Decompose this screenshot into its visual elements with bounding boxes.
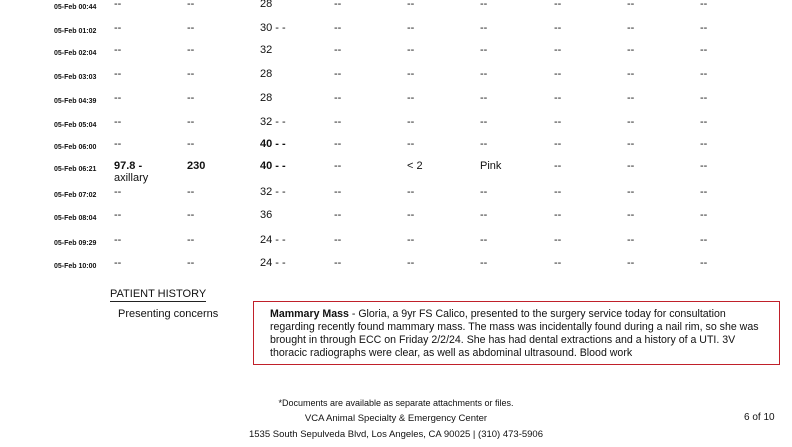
table-cell: 230 (187, 160, 206, 172)
table-row (0, 209, 792, 233)
table-cell: -- (554, 160, 562, 172)
table-cell: -- (187, 92, 195, 104)
table-cell: -- (480, 186, 488, 198)
table-cell: -- (334, 68, 342, 80)
table-cell: -- (114, 186, 122, 198)
table-cell: -- (407, 116, 415, 128)
table-cell: -- (334, 234, 342, 246)
table-cell: 32 - - (260, 186, 286, 198)
table-row (0, 138, 792, 162)
presenting-concerns-label: Presenting concerns (118, 308, 219, 320)
table-cell: 24 - - (260, 257, 286, 269)
table-cell: 32 (260, 44, 273, 56)
table-cell: < 2 (407, 160, 423, 172)
table-cell: -- (407, 234, 415, 246)
table-cell: -- (480, 209, 488, 221)
table-cell: -- (187, 0, 195, 10)
table-cell: -- (627, 209, 635, 221)
row-timestamp: 05-Feb 10:00 (54, 263, 97, 270)
table-cell: Pink (480, 160, 502, 172)
table-cell: -- (114, 138, 122, 150)
table-cell: -- (480, 138, 488, 150)
table-row (0, 257, 792, 281)
table-cell: -- (407, 44, 415, 56)
table-cell: -- (480, 0, 488, 10)
table-cell: -- (187, 186, 195, 198)
table-cell: -- (554, 0, 562, 10)
table-row (0, 0, 792, 22)
table-cell: -- (700, 160, 708, 172)
table-cell: 24 - - (260, 234, 286, 246)
concern-text: - Gloria, a 9yr FS Calico, presented to the surgery service today for consultation regarding recently found mammary mass. The mass was incidentally found during a nail rim, so she was brought in through ECC on Friday 2/2/24. She has had dental extractions and a history of a UTI. 3V thoracic radiographs were clear, as well as abdominal ultrasound. Blood work (270, 308, 759, 359)
table-cell: -- (114, 116, 122, 128)
row-timestamp: 05-Feb 06:21 (54, 166, 97, 173)
table-cell: 32 - - (260, 116, 286, 128)
table-row (0, 234, 792, 258)
table-cell: -- (114, 234, 122, 246)
table-cell: -- (480, 44, 488, 56)
table-cell: -- (114, 257, 122, 269)
table-cell: -- (187, 257, 195, 269)
table-cell: -- (407, 22, 415, 34)
table-row (0, 68, 792, 92)
table-cell: -- (114, 68, 122, 80)
row-timestamp: 05-Feb 01:02 (54, 28, 97, 35)
table-cell: -- (334, 138, 342, 150)
table-cell: -- (334, 116, 342, 128)
table-cell: -- (627, 116, 635, 128)
table-cell: -- (480, 22, 488, 34)
table-cell: -- (407, 92, 415, 104)
row-timestamp: 05-Feb 02:04 (54, 50, 97, 57)
table-cell: -- (187, 209, 195, 221)
table-cell: -- (700, 138, 708, 150)
table-row (0, 186, 792, 210)
presenting-concerns-box (253, 301, 780, 365)
table-cell: 40 - - (260, 138, 286, 150)
footer-note: *Documents are available as separate attachments or files. (278, 398, 514, 408)
table-cell: 28 (260, 68, 273, 80)
table-cell: -- (407, 0, 415, 10)
table-cell: 97.8 - (114, 160, 143, 172)
table-cell: -- (554, 138, 562, 150)
table-cell: -- (627, 22, 635, 34)
table-cell: 40 - - (260, 160, 286, 172)
table-cell: -- (700, 186, 708, 198)
table-cell: -- (334, 22, 342, 34)
table-cell: -- (334, 160, 342, 172)
table-cell: -- (187, 234, 195, 246)
table-cell: 36 (260, 209, 273, 221)
table-cell: -- (480, 257, 488, 269)
table-cell: -- (480, 116, 488, 128)
table-cell: -- (554, 44, 562, 56)
table-cell: -- (334, 186, 342, 198)
table-row (0, 44, 792, 68)
page-number: 6 of 10 (744, 412, 775, 423)
table-cell: -- (627, 186, 635, 198)
table-cell: -- (114, 0, 122, 10)
table-cell: -- (114, 22, 122, 34)
table-cell: -- (627, 68, 635, 80)
row-timestamp: 05-Feb 07:02 (54, 192, 97, 199)
row-timestamp: 05-Feb 09:29 (54, 240, 97, 247)
table-cell: -- (407, 138, 415, 150)
table-cell: -- (334, 44, 342, 56)
table-cell: -- (407, 209, 415, 221)
table-cell: 30 - - (260, 22, 286, 34)
table-cell: -- (407, 68, 415, 80)
table-cell: -- (114, 44, 122, 56)
table-cell: -- (554, 68, 562, 80)
table-cell: -- (334, 0, 342, 10)
patient-history-title: PATIENT HISTORY (110, 288, 207, 300)
table-cell: -- (407, 186, 415, 198)
table-cell: -- (700, 116, 708, 128)
table-cell: -- (554, 92, 562, 104)
table-cell: -- (187, 44, 195, 56)
table-cell: -- (187, 116, 195, 128)
table-cell: -- (554, 234, 562, 246)
footer-org: VCA Animal Specialty & Emergency Center (304, 413, 488, 424)
table-cell: -- (627, 234, 635, 246)
table-cell: -- (700, 0, 708, 10)
table-cell: -- (700, 257, 708, 269)
table-cell: -- (554, 186, 562, 198)
table-cell: -- (114, 209, 122, 221)
table-cell: -- (627, 257, 635, 269)
table-cell: -- (627, 92, 635, 104)
table-row (0, 116, 792, 140)
table-cell-subtext: axillary (114, 172, 149, 184)
table-cell: -- (554, 209, 562, 221)
table-cell: -- (627, 44, 635, 56)
table-cell: -- (554, 22, 562, 34)
table-cell: -- (480, 92, 488, 104)
table-cell: -- (627, 138, 635, 150)
table-cell: -- (700, 22, 708, 34)
table-cell: -- (334, 92, 342, 104)
row-timestamp: 05-Feb 06:00 (54, 144, 97, 151)
table-cell: -- (700, 234, 708, 246)
row-timestamp: 05-Feb 03:03 (54, 74, 97, 81)
table-cell: -- (554, 116, 562, 128)
row-timestamp: 05-Feb 00:44 (54, 4, 97, 11)
table-cell: -- (700, 92, 708, 104)
table-cell: -- (480, 68, 488, 80)
table-cell: 28 (260, 0, 273, 10)
table-row (0, 92, 792, 116)
table-cell: -- (700, 209, 708, 221)
table-cell: -- (700, 68, 708, 80)
footer-address: 1535 South Sepulveda Blvd, Los Angeles, CA 90025 | (310) 473-5906 (248, 429, 544, 440)
row-timestamp: 05-Feb 05:04 (54, 122, 97, 129)
table-cell: -- (187, 22, 195, 34)
table-cell: -- (187, 138, 195, 150)
table-cell: -- (627, 160, 635, 172)
row-timestamp: 05-Feb 08:04 (54, 215, 97, 222)
row-timestamp: 05-Feb 04:39 (54, 98, 97, 105)
table-row (0, 160, 792, 184)
table-cell: -- (334, 209, 342, 221)
table-cell: -- (554, 257, 562, 269)
table-cell: -- (114, 92, 122, 104)
table-cell: -- (700, 44, 708, 56)
table-cell: 28 (260, 92, 273, 104)
table-cell: -- (480, 234, 488, 246)
concern-heading: Mammary Mass (270, 308, 349, 320)
table-cell: -- (187, 68, 195, 80)
table-cell: -- (627, 0, 635, 10)
table-cell: -- (334, 257, 342, 269)
table-row (0, 22, 792, 46)
table-cell: -- (407, 257, 415, 269)
